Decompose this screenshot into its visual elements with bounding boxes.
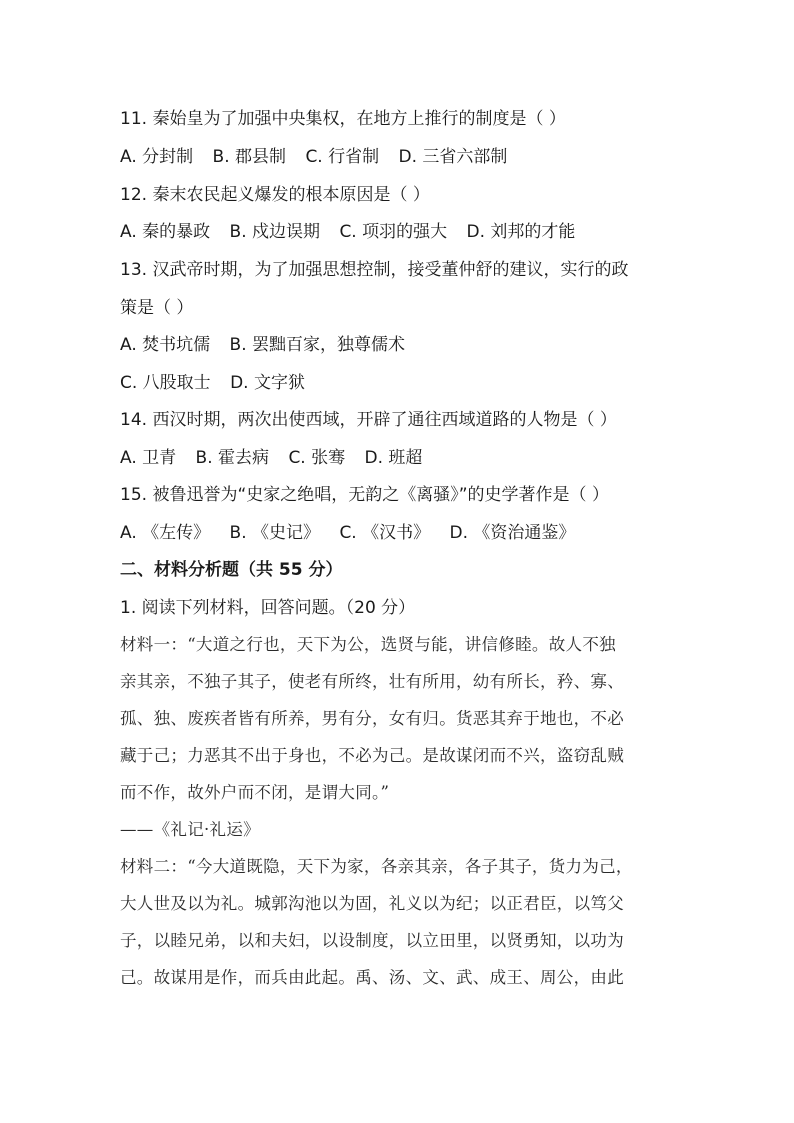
option-a: A. 分封制 — [120, 147, 194, 167]
option-b: B. 郡县制 — [212, 147, 287, 167]
material1-line: 藏于己；力恶其不出于身也，不必为己。是故谋闭而不兴，盗窃乱贼 — [120, 746, 624, 765]
option-c: C. 项羽的强大 — [339, 222, 448, 242]
option-a: A. 秦的暴政 — [120, 222, 211, 242]
option-c: C. 行省制 — [305, 147, 380, 167]
question-11-options — [120, 145, 680, 169]
question-13-stem-line2: 策是（ ） — [120, 298, 194, 318]
option-b: B. 罢黜百家，独尊儒术 — [229, 335, 406, 355]
material-question-1-stem: 1. 阅读下列材料，回答问题。（20 分） — [120, 598, 416, 618]
option-a: A. 焚书坑儒 — [120, 335, 211, 355]
option-d: D. 《资治通鉴》 — [449, 523, 576, 543]
option-d: D. 班超 — [364, 448, 423, 468]
option-c: C. 张骞 — [288, 448, 346, 468]
option-b: B. 《史记》 — [229, 523, 321, 543]
section-heading: 二、材料分析题（共 55 分） — [120, 560, 343, 580]
option-a: A. 《左传》 — [120, 523, 211, 543]
material1-line: 材料一：“大道之行也，天下为公，选贤与能，讲信修睦。故人不独 — [120, 635, 616, 654]
material2-line: 大人世及以为礼。城郭沟池以为固，礼义以为纪；以正君臣，以笃父 — [120, 894, 624, 913]
material1-line: 孤、独、废疾者皆有所养，男有分，女有归。货恶其弃于地也，不必 — [120, 709, 624, 728]
question-13-stem-line1: 13. 汉武帝时期，为了加强思想控制，接受董仲舒的建议，实行的政 — [120, 260, 629, 280]
option-b: B. 戍边误期 — [229, 222, 321, 242]
question-11-stem: 11. 秦始皇为了加强中央集权，在地方上推行的制度是（ ） — [120, 109, 566, 129]
material2-line: 己。故谋用是作，而兵由此起。禹、汤、文、武、成王、周公，由此 — [120, 968, 624, 987]
question-13-options-row1 — [120, 333, 680, 357]
material1-line: 而不作，故外户而不闭，是谓大同。” — [120, 783, 390, 802]
material2-line: 子，以睦兄弟，以和夫妇，以设制度，以立田里，以贤勇知，以功为 — [120, 931, 624, 950]
option-b: B. 霍去病 — [195, 448, 270, 468]
question-14-stem: 14. 西汉时期，两次出使西域，开辟了通往西域道路的人物是（ ） — [120, 410, 617, 430]
question-14-options — [120, 446, 680, 470]
question-12-stem: 12. 秦末农民起义爆发的根本原因是（ ） — [120, 185, 430, 205]
question-12-options — [120, 220, 680, 244]
question-15-options — [120, 521, 680, 545]
material1-line: 亲其亲，不独子其子，使老有所终，壮有所用，幼有所长，矜、寡、 — [120, 672, 624, 691]
option-d: D. 文字狱 — [230, 373, 305, 393]
question-13-options-row2 — [120, 371, 680, 395]
option-c: C. 八股取士 — [120, 373, 211, 393]
option-a: A. 卫青 — [120, 448, 177, 468]
question-15-stem: 15. 被鲁迅誉为“史家之绝唱，无韵之《离骚》”的史学著作是（ ） — [120, 485, 609, 505]
material2-line: 材料二：“今大道既隐，天下为家，各亲其亲，各子其子，货力为己， — [120, 857, 633, 876]
material1-source: ——《礼记·礼运》 — [120, 820, 260, 839]
option-c: C. 《汉书》 — [339, 523, 431, 543]
option-d: D. 刘邦的才能 — [466, 222, 576, 242]
option-d: D. 三省六部制 — [398, 147, 508, 167]
